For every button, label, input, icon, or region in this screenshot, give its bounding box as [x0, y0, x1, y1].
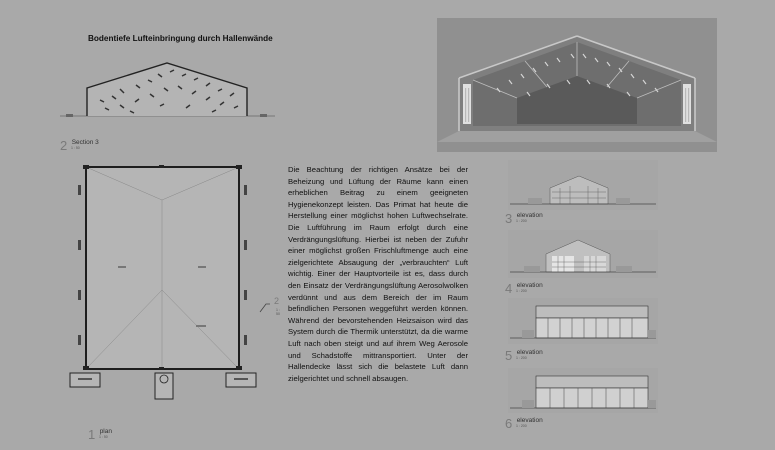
elevation-5-number: 5 — [505, 348, 513, 363]
elevation-6-caption — [505, 415, 543, 433]
plan-number: 1 — [88, 427, 96, 442]
elevation-4-label: elevation — [516, 282, 543, 289]
section-drawing — [60, 58, 285, 128]
elevation-3-caption — [505, 210, 543, 228]
elevation-4-number: 4 — [505, 281, 513, 296]
page-title: Bodentiefe Lufteinbringung durch Hallenwände — [88, 34, 273, 43]
elevation-6-label: elevation — [516, 417, 543, 424]
elevation-4-caption — [505, 280, 543, 298]
elevation-3-label: elevation — [516, 212, 543, 219]
elevation-5-drawing — [508, 298, 658, 344]
section-number: 2 — [60, 138, 68, 153]
body-paragraph: Die Beachtung der richtigen Ansätze bei der Beheizung und Lüftung der Räume kann einen erheblichen Beitrag zu einem geeigneten Hygienekonzept leisten. Das Primat hat heute die Herstellung einer möglichst hohen Luftwechselrate. Die Luftführung im Raum erfolgt durch eine Verdrängungslüftung. Hierbei ist neben der Zufuhr einer möglichst großen Frischluftmenge auch eine zielgerichtete Absaugung der „verbrauchten“ Luft wichtig. Einer der Hauptvorteile ist es, dass durch den Einsatz der Verdrängungslüftung Aerosolwolken verdünnt und aus dem Bereich der im Raum befindlichen Personen weggeführt werden können. Während der bevorstehenden Heizsaison wird das System durch die Thermik unterstützt, da die warme Luft nach oben steigt und auf ihrem Weg Aerosole und Schadstoffe mittransportiert. Unter der Hallendecke lässt sich die belastete Luft dann zielgerichtet und schnell absaugen. — [288, 165, 468, 383]
elevation-4-drawing — [508, 230, 658, 278]
elevation-6-drawing — [508, 368, 658, 413]
plan-label: plan — [99, 428, 112, 435]
section-scale: 1 : 50 — [71, 146, 80, 150]
elevation-6-number: 6 — [505, 416, 513, 431]
elevation-3-scale: 1 : 200 — [516, 219, 527, 223]
interior-render-image — [437, 18, 717, 152]
elevation-5-label: elevation — [516, 349, 543, 356]
plan-caption — [88, 426, 112, 444]
elevation-3-drawing — [508, 160, 658, 210]
section-marker-scale: 1 : 50 — [276, 308, 280, 316]
plan-scale: 1 : 50 — [99, 435, 108, 439]
section-caption — [60, 137, 99, 155]
section-label: Section 3 — [71, 139, 99, 146]
elevation-4-scale: 1 : 200 — [516, 289, 527, 293]
section-marker-number: 2 — [274, 296, 280, 306]
elevation-5-scale: 1 : 200 — [516, 356, 527, 360]
elevation-3-number: 3 — [505, 211, 513, 226]
interior-render — [437, 18, 717, 152]
elevation-5-caption — [505, 347, 543, 365]
section-marker — [258, 298, 278, 314]
elevation-6-scale: 1 : 200 — [516, 424, 527, 428]
plan-drawing — [66, 160, 291, 410]
